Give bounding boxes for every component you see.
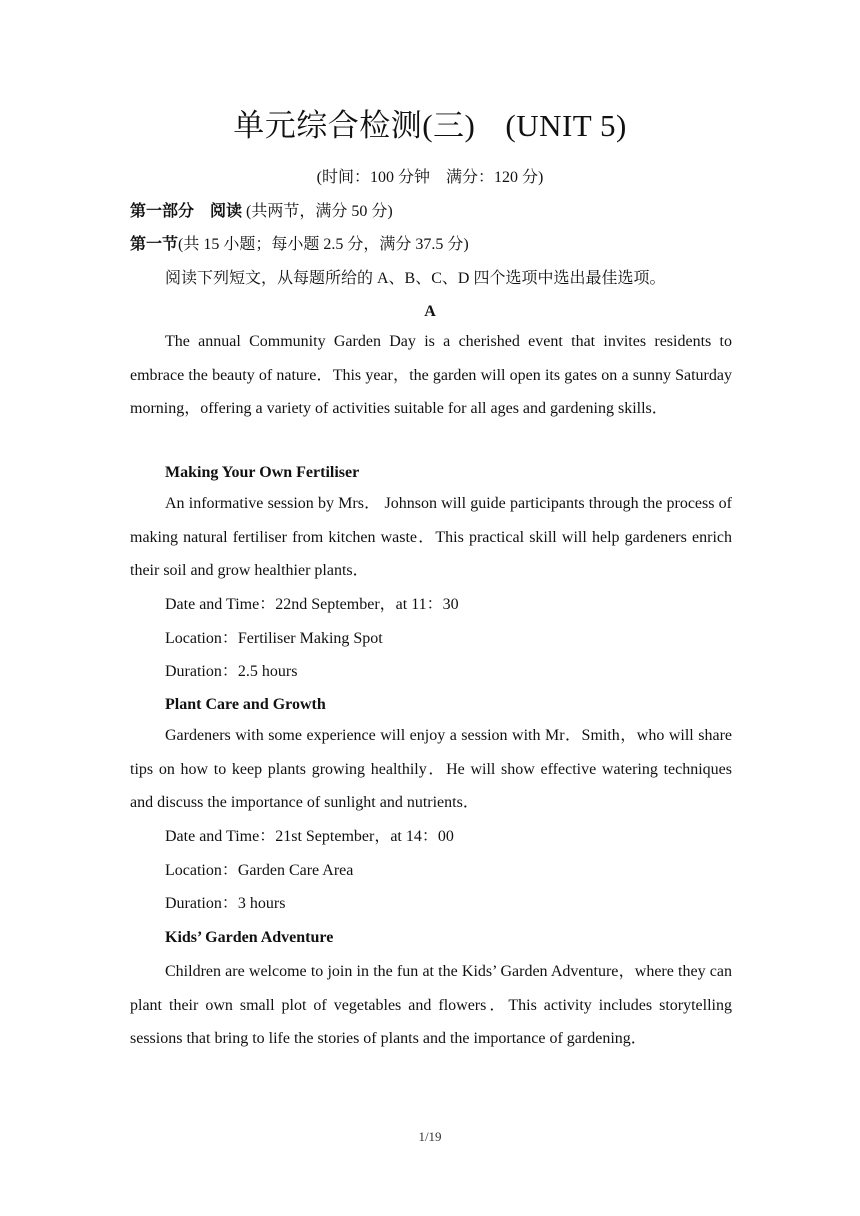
section-2-body: Gardeners with some experience will enjoy a session with Mr．Smith，who will share tips on how to keep plants growing healthily．He will show effective watering techniques and discuss the importance of sunlight and nutrients． [130, 727, 732, 811]
page-number: 1/19 [418, 1129, 442, 1144]
section-1-date: Date and Time：22nd September，at 11：30 [165, 596, 459, 613]
section-note: (共 15 小题；每小题 2.5 分，满分 37.5 分) [178, 236, 469, 253]
passage-intro: The annual Community Garden Day is a cherished event that invites residents to embrace the beauty of nature．This year，the garden will open its gates on a sunny Saturday morning，offering a variety of activities suitable for all ages and gardening skills． [130, 333, 732, 417]
instruction-text: 阅读下列短文，从每题所给的 A、B、C、D 四个选项中选出最佳选项。 [165, 270, 666, 287]
part-note: (共两节，满分 50 分) [242, 203, 393, 220]
title-unit: (UNIT 5) [505, 108, 627, 143]
section-heading [130, 233, 732, 257]
section-2-duration: Duration：3 hours [165, 895, 286, 912]
section-3-body: Children are welcome to join in the fun at the Kids’ Garden Adventure，where they can plant their own small plot of vegetables and flowers．This activity includes storytelling sessions that bring to life the stories of plants and the importance of gardening． [130, 963, 732, 1047]
section-1-body: An informative session by Mrs． Johnson will guide participants through the process of making natural fertiliser from kitchen waste．This practical skill will help gardeners enrich their soil and grow healthier plants． [130, 495, 732, 579]
section-label: 第一节 [130, 236, 179, 253]
exam-time-score: (时间：100 分钟 满分：120 分) [316, 169, 544, 186]
title-chinese: 单元综合检测(三) [233, 108, 476, 143]
section-2-location: Location：Garden Care Area [165, 862, 354, 879]
part-heading [130, 200, 732, 224]
section-1-heading: Making Your Own Fertiliser [165, 464, 360, 481]
section-3-heading: Kids’ Garden Adventure [165, 929, 334, 946]
section-2-date: Date and Time：21st September，at 14：00 [165, 828, 454, 845]
section-1-duration: Duration：2.5 hours [165, 663, 298, 680]
part-label: 第一部分 阅读 [130, 203, 243, 220]
section-2-heading: Plant Care and Growth [165, 696, 326, 713]
section-1-location: Location：Fertiliser Making Spot [165, 630, 383, 647]
page-title [0, 104, 860, 148]
passage-letter: A [424, 303, 436, 320]
